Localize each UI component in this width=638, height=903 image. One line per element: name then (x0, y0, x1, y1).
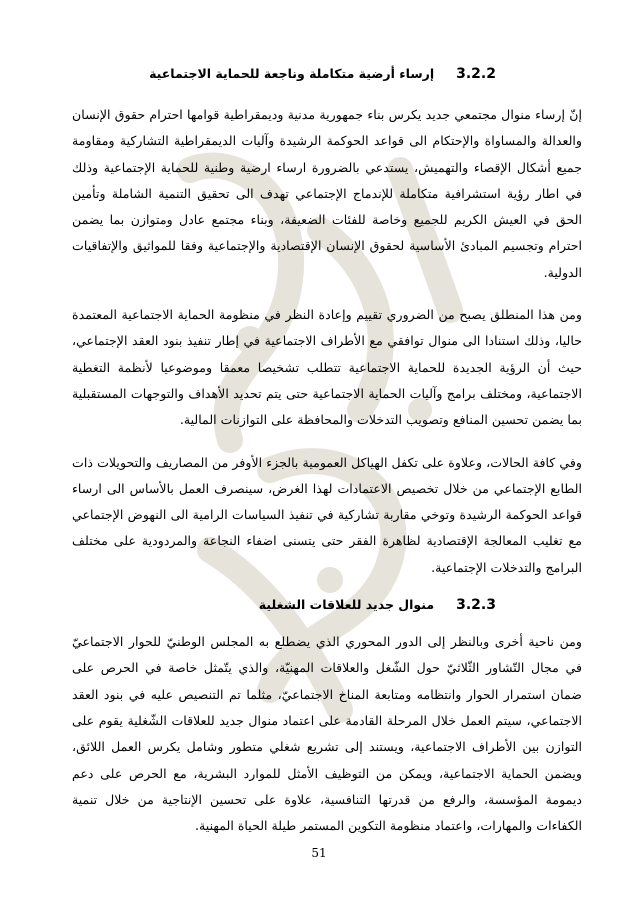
document-body (72, 66, 582, 855)
section-number: 3.2.3 (456, 597, 496, 614)
section-number: 3.2.2 (456, 66, 496, 82)
paragraph: وفي كافة الحالات، وعلاوة على تكفل الهياكل العمومية بالجزء الأوفر من المصاريف والتحويلات ذات الطابع الإجتماعي من خلال تخصيص الاعتمادات لهذا الغرض، سينصرف العمل بالأساس الى ارساء قواعد الحوكمة الرشيدة وتوخي مقاربة تشاركية في تنفيذ السياسات الرامية الى النهوض الإجتماعي مع تغليب المعالجة الإقتصادية لظاهرة الفقر حتى يتسنى اضفاء النجاعة والمردودية على مختلف البرامج والتدخلات الإجتماعية. (72, 454, 582, 575)
paragraph: ومن هذا المنطلق يصبح من الضروري تقييم وإعادة النظر في منظومة الحماية الاجتماعية المعتمدة حاليا، وذلك استنادا الى منوال توافقي مع الأطراف الاجتماعية في إطار تنفيذ بنود العقد الإجتماعي، حيث أن الرؤية الجديدة للحماية الاجتماعية تتطلب تشخيصا معمقا وموضوعيا لأنظمة التغطية الاجتماعية، ومختلف برامج وآليات الحماية الاجتماعية حتى يتم تحديد الأهداف والتوجهات المستقبلية بما يضمن تحسين المنافع وتصويب التدخلات والمحافظة على التوازنات المالية. (72, 307, 582, 428)
section-title: منوال جديد للعلاقات الشغلية (258, 597, 435, 613)
section-heading-3-2-3 (72, 597, 582, 613)
section-heading-3-2-2 (72, 66, 582, 82)
page-number: 51 (311, 846, 327, 860)
paragraph: إنّ إرساء منوال مجتمعي جديد يكرس بناء جمهورية مدنية وديمقراطية قوامها احترام حقوق الإنسان والعدالة والمساواة والإحتكام الى قواعد الحوكمة الرشيدة وآليات الديمقراطية التشاركية ومقاومة جميع أشكال الإقصاء والتهميش، يستدعي بالضرورة ارساء ارضية وطنية للحماية الإجتماعية وذلك في اطار رؤية استشرافية متكاملة للإندماج الإجتماعي تهدف الى تحقيق التنمية الشاملة وتأمين الحق في العيش الكريم للجميع وخاصة للفئات الضعيفة، وبناء مجتمع عادل ومتوازن بما يضمن احترام وتجسيم المبادئ الأساسية لحقوق الإنسان الإقتصادية والإجتماعية وفقا للمواثيق والإتفاقيات الدولية. (72, 107, 582, 280)
section-title: إرساء أرضية متكاملة وناجعة للحماية الاجتماعية (149, 66, 435, 81)
paragraph: ومن ناحية أخرى وبالنظر إلى الدور المحوري الذي يضطلع به المجلس الوطنيّ للحوار الاجتماعيّ في مجال التّشاور الثّلاثيّ حول الشّغل والعلاقات المهنيّة، والذي يتّمثل خاصة في الحرص على ضمان استمرار الحوار وانتظامه ومتابعة المناخ الاجتماعيّ، مثلما تم التنصيص عليه في بنود العقد الاجتماعي، سيتم العمل خلال المرحلة القادمة على اعتماد منوال جديد للعلاقات الشّغلية يقوم على التوازن بين الأطراف الاجتماعية، ويستند إلى تشريع شغلي متطور وشامل يكرس العمل اللائق، ويضمن الحماية الاجتماعية، ويمكن من التوظيف الأمثل للموارد البشرية، مع الحرص على دعم ديمومة المؤسسة، والرفع من قدرتها التنافسية، علاوة على تحسين الإنتاجية من خلال تنمية الكفاءات والمهارات، واعتماد منظومة التكوين المستمر طيلة الحياة المهنية. (72, 634, 582, 834)
